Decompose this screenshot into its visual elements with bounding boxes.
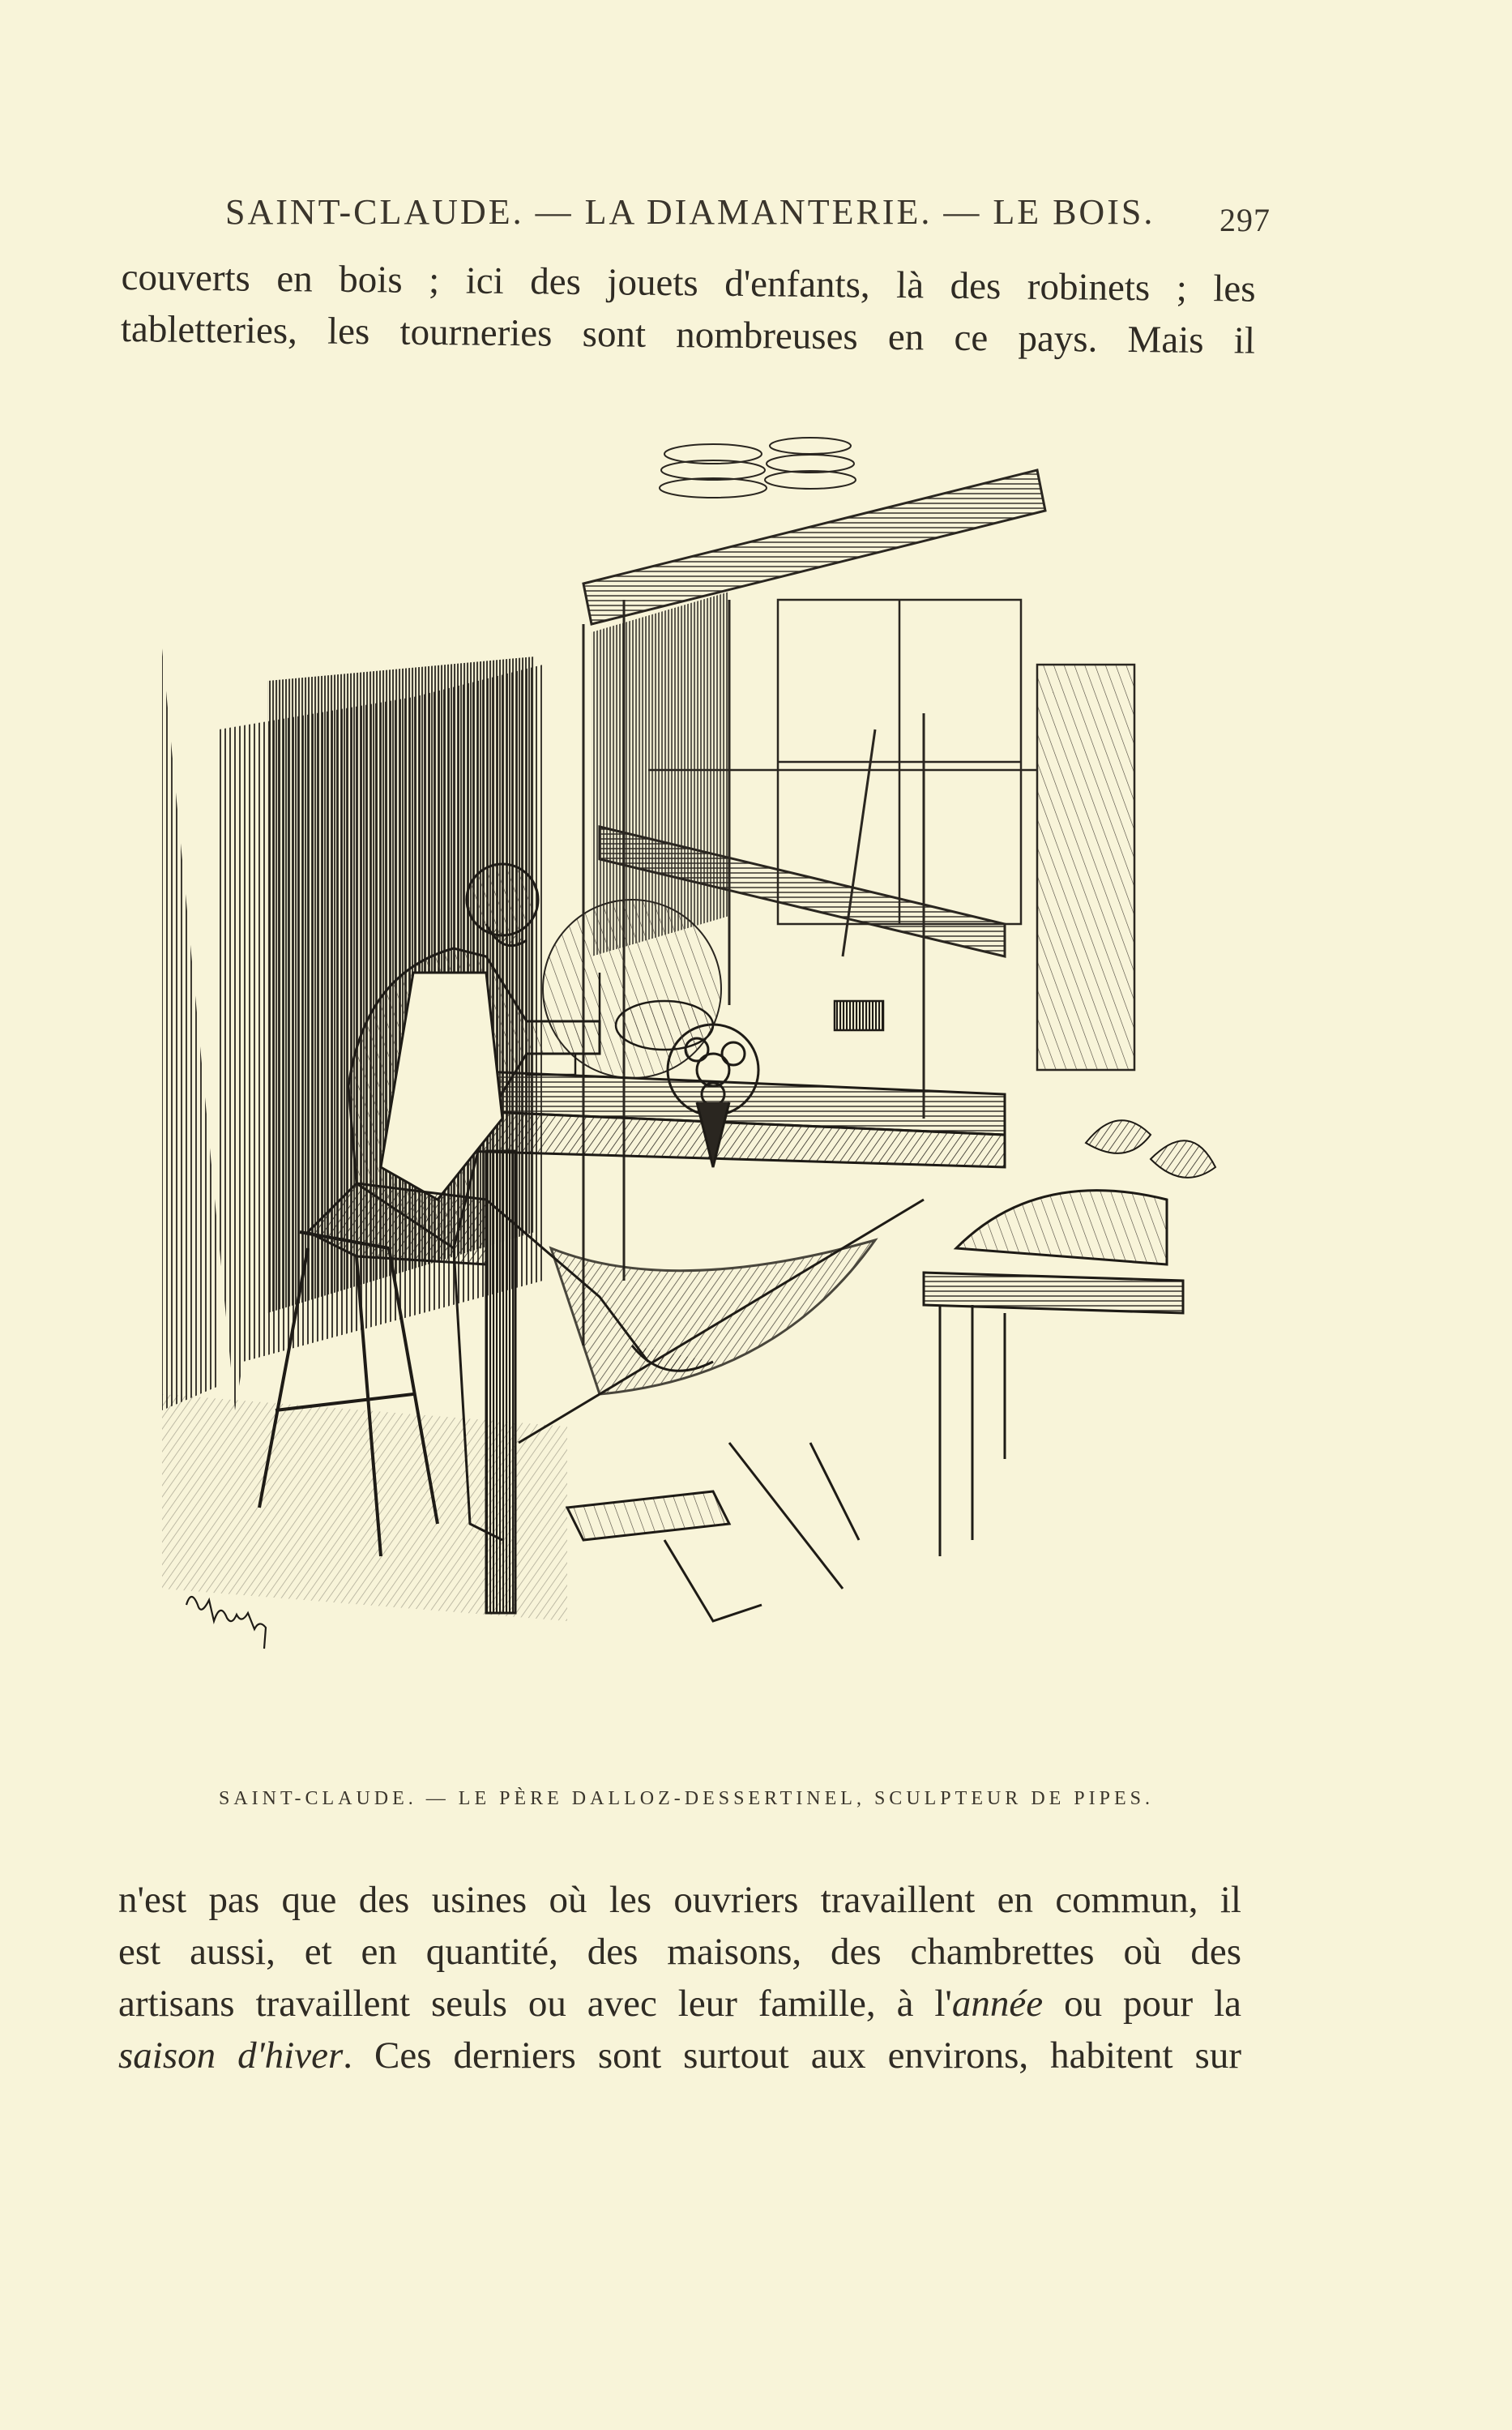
text-line — [118, 1978, 1241, 2030]
running-title: SAINT-CLAUDE. — LA DIAMANTERIE. — LE BOIS. — [225, 192, 1155, 232]
right-bench — [924, 1191, 1183, 1556]
bottom-paragraph — [118, 1874, 1241, 2081]
italic-term: année — [951, 1983, 1044, 2025]
stacked-rings — [660, 438, 856, 498]
engraving-illustration — [146, 389, 1264, 1735]
text-line: est aussi, et en quantité, des maisons, des chambrettes où des — [118, 1931, 1241, 1973]
text-span: . Ces derniers sont surtout aux environs, habitent sur — [343, 2034, 1241, 2077]
italic-term: saison d'hiver — [118, 2034, 344, 2077]
top-paragraph — [121, 251, 1256, 367]
text-line — [118, 2030, 1241, 2081]
treadle — [567, 1443, 859, 1621]
foliage — [1086, 1120, 1215, 1178]
text-line: tabletteries, les tourneries sont nombreuses en ce pays. Mais il — [120, 307, 1256, 362]
floor — [162, 1394, 567, 1621]
text-line: couverts en bois ; ici des jouets d'enfants, là des robinets ; les — [121, 255, 1256, 310]
figure-caption: SAINT-CLAUDE. — LE PÈRE DALLOZ-DESSERTINEL, SCULPTEUR DE PIPES. — [219, 1788, 1155, 1809]
text-span: ou pour la — [1043, 1983, 1241, 2025]
text-line: n'est pas que des usines où les ouvriers travaillent en commun, il — [118, 1879, 1241, 1921]
artist-signature — [186, 1597, 266, 1649]
text-span: artisans travaillent seuls ou avec leur famille, à l' — [118, 1983, 952, 2025]
page-number: 297 — [1219, 202, 1271, 238]
